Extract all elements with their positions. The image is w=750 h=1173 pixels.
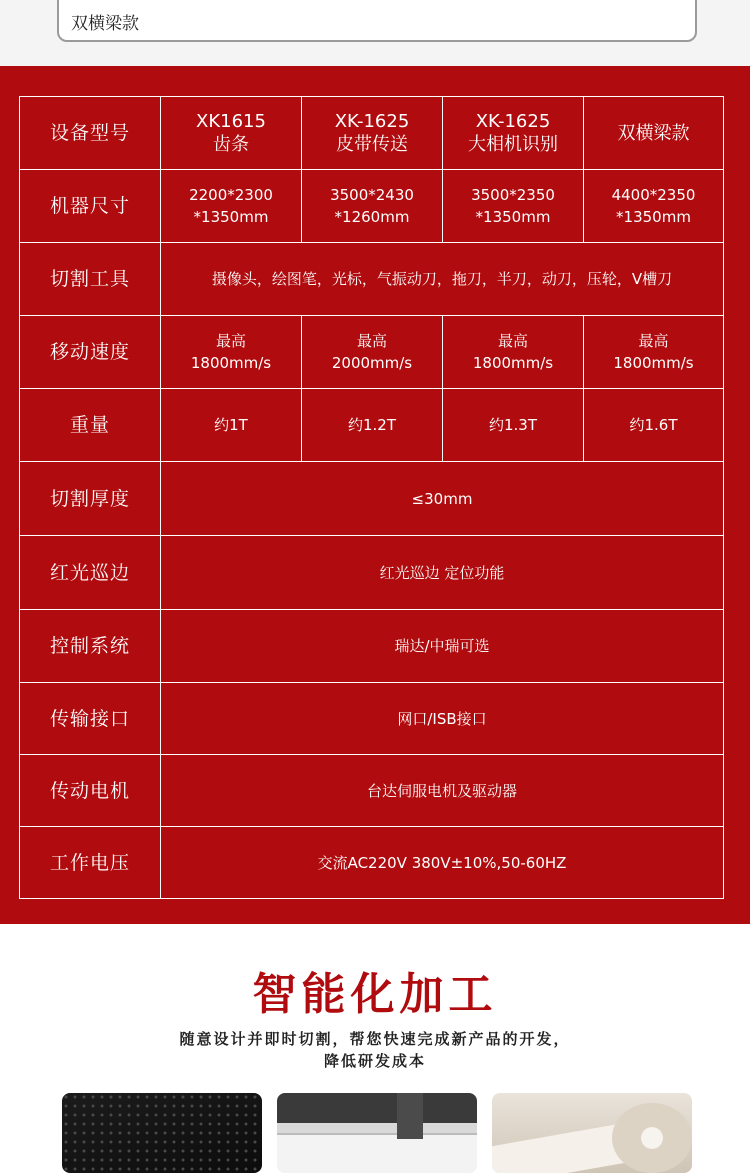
row-label-weight: 重量 [20, 389, 161, 462]
table-row [20, 683, 724, 755]
speed-cell: 最高 1800mm/s [443, 316, 584, 389]
perforated-material-photo [62, 1093, 262, 1173]
motor-value: 台达伺服电机及驱动器 [161, 755, 724, 827]
table-row [20, 462, 724, 536]
model-card-label: 双横梁款 [71, 14, 139, 34]
table-row [20, 755, 724, 827]
interface-value: 网口/ISB接口 [161, 683, 724, 755]
cutting-machine-photo [277, 1093, 477, 1173]
voltage-value: 交流AC220V 380V±10%,50-60HZ [161, 827, 724, 899]
row-label-size: 机器尺寸 [20, 170, 161, 243]
table-row [20, 316, 724, 389]
machine-arm [397, 1093, 423, 1139]
model-cell: 双横梁款 [584, 97, 724, 170]
row-label-red-light: 红光巡边 [20, 536, 161, 610]
section-subtitle [0, 1028, 750, 1072]
material-roll-photo [492, 1093, 692, 1173]
control-value: 瑞达/中瑞可选 [161, 610, 724, 683]
weight-cell: 约1.3T [443, 389, 584, 462]
row-label-interface: 传输接口 [20, 683, 161, 755]
thickness-value: ≤30mm [161, 462, 724, 536]
table-row [20, 827, 724, 899]
material-roll [612, 1103, 692, 1173]
size-cell: 3500*2430 *1260mm [302, 170, 443, 243]
weight-cell: 约1.2T [302, 389, 443, 462]
row-label-speed: 移动速度 [20, 316, 161, 389]
row-label-motor: 传动电机 [20, 755, 161, 827]
row-label-voltage: 工作电压 [20, 827, 161, 899]
section-title: 智能化加工 [252, 969, 498, 1020]
subtitle-line-1: 随意设计并即时切割，帮您快速完成新产品的开发， [179, 1030, 571, 1048]
table-row [20, 610, 724, 683]
spec-table [19, 96, 724, 899]
speed-cell: 最高 1800mm/s [584, 316, 724, 389]
table-row [20, 170, 724, 243]
tools-value: 摄像头，绘图笔，光标，气振动刀，拖刀，半刀，动刀，压轮，V槽刀 [161, 243, 724, 316]
table-row [20, 389, 724, 462]
size-cell: 2200*2300 *1350mm [161, 170, 302, 243]
speed-cell: 最高 1800mm/s [161, 316, 302, 389]
size-cell: 3500*2350 *1350mm [443, 170, 584, 243]
model-cell: XK1615 齿条 [161, 97, 302, 170]
row-label-model: 设备型号 [20, 97, 161, 170]
row-label-thickness: 切割厚度 [20, 462, 161, 536]
table-row [20, 243, 724, 316]
red-light-value: 红光巡边 定位功能 [161, 536, 724, 610]
model-card[interactable] [57, 0, 697, 42]
model-cell: XK-1625 大相机识别 [443, 97, 584, 170]
subtitle-line-2: 降低研发成本 [323, 1052, 426, 1070]
machine-deck [277, 1133, 477, 1173]
table-row [20, 97, 724, 170]
weight-cell: 约1T [161, 389, 302, 462]
row-label-tools: 切割工具 [20, 243, 161, 316]
spec-section [0, 66, 750, 924]
weight-cell: 约1.6T [584, 389, 724, 462]
row-label-control: 控制系统 [20, 610, 161, 683]
table-row [20, 536, 724, 610]
speed-cell: 最高 2000mm/s [302, 316, 443, 389]
size-cell: 4400*2350 *1350mm [584, 170, 724, 243]
top-strip [0, 0, 750, 66]
knob-icon [527, 0, 549, 2]
model-cell: XK-1625 皮带传送 [302, 97, 443, 170]
